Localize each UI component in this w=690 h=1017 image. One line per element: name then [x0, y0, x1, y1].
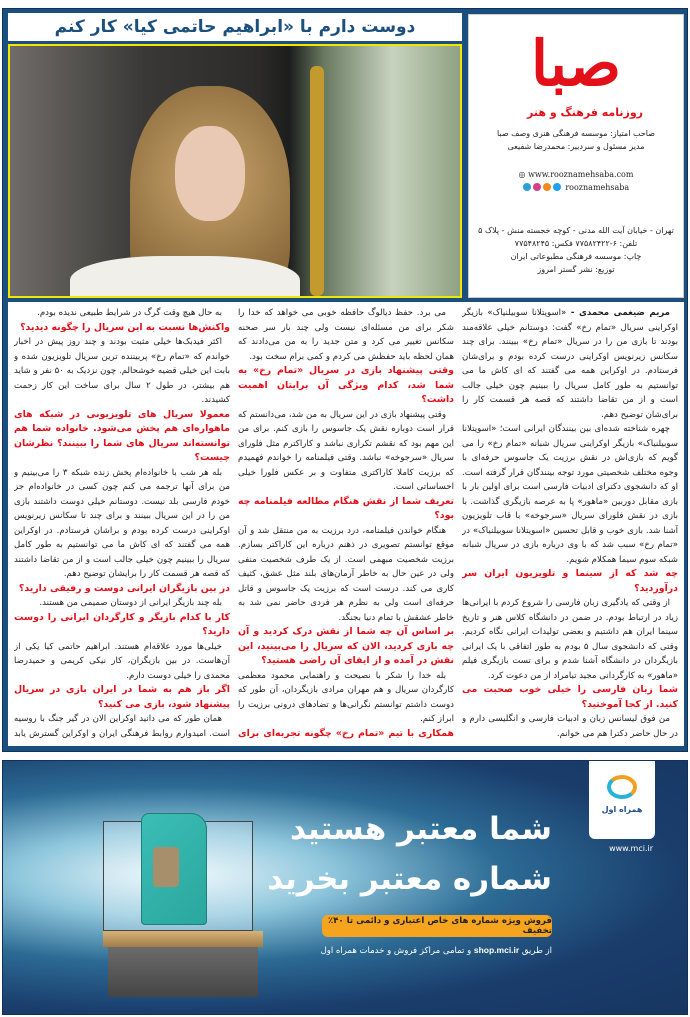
- sub-suffix: و تمامی مراکز فروش و خدمات همراه اول: [320, 946, 472, 956]
- paragraph: [462, 596, 678, 683]
- printer: چاپ: موسسه فرهنگی مطبوعاتی ایران: [510, 251, 642, 261]
- owner: صاحب امتیاز: موسسه فرهنگی هنری وصف صبا: [496, 129, 655, 138]
- paragraph-text: می برد. حفظ دیالوگ حافظه خوبی می خواهد که خدا را شکر برای من مسئله‌ای نیست ولی چند بار سر صحنه سکانس تغییر می کرد و متن جدید را به من می‌دادند که همان لحظه باید حفظش می کردم و کمی برام سخت بود.: [238, 308, 454, 362]
- paragraph-text: بله چند بازیگر ایرانی از دوستان صمیمی من هستند.: [39, 598, 222, 608]
- actress-shirt: [70, 256, 300, 298]
- interview-question: [14, 582, 230, 597]
- phone: تلفن: ۶-۷۷۵۸۲۴۲۲ فکس: ۷۷۵۴۸۲۴۵: [514, 238, 638, 248]
- sim-chip: [153, 847, 179, 887]
- paragraph-text: واکنش‌ها نسبت به این سریال را چگونه دیدید؟: [20, 321, 230, 333]
- ad-subtext: [321, 945, 552, 956]
- article-column-2: [238, 306, 454, 742]
- interview-question: [14, 683, 230, 712]
- interview-question: [238, 727, 454, 743]
- paragraph-text: من فوق لیسانس زبان و ادبیات فارسی و انگلیسی دارم و در حال حاضر دکترا هم می خوانم.: [462, 714, 678, 739]
- paragraph-text: وقتی پیشنهاد بازی در سریال «تمام رخ» به شما شد، کدام ویژگی آن برایتان اهمیت داشت؟: [238, 365, 454, 405]
- editor: مدیر مسئول و سردبیر: محمدرضا شفیعی: [507, 142, 645, 151]
- paragraph-text: به حال هیچ وقت گرگ در شرایط طبیعی ندیده بودم.: [37, 308, 222, 318]
- interview-question: [238, 625, 454, 669]
- article-body: [8, 302, 684, 746]
- newspaper-logo: [491, 27, 661, 119]
- paragraph-text: کار با کدام بازیگر و کارگردان ایرانی را دوست دارید؟: [14, 611, 230, 637]
- ad-headline-2: شماره معتبر بخرید: [267, 861, 552, 897]
- paragraph-text: از وقتی که یادگیری زبان فارسی را شروع کردم با ایرانی‌ها زیاد در ارتباط بودم. در ضمن در دانشگاه کلاس هنر و تاریخ سینما ایران هم داشتیم و بعضی تولیدات ایرانی نگاه کردیم. وقتی که دانشجوی سال ۵ بودم به طور اتفاقی با یک ایرانی بازیگردان در دانشگاه آشنا شدم و برای تست بازیگری فیلم «ماهور» به کارگردانی مجید تبامراد از من دعوت کرد.: [462, 598, 678, 681]
- actress-face: [175, 126, 245, 221]
- paragraph: [238, 306, 454, 364]
- interview-question: [238, 364, 454, 408]
- shop-url[interactable]: shop.mci.ir: [473, 945, 520, 955]
- ad-headline-1: شما معتبر هستید: [289, 811, 552, 847]
- social-handle[interactable]: [469, 182, 683, 192]
- paragraph-text: «اسویتلانا سوبیلنیاک» بازیگر اوکراینی سریال «تمام رخ» گفت: دوستانم خیلی علاقه‌مند بودند تا بازی من را در سریال «تمام رخ» ببینند. برای چند سکانس زیرنویس اوکراینی درست کرده بودم و برای‌شان فرستادم. در اوکراین همه می گفتند که ای کاش ما می توانستیم به طور کامل سریال را ببینیم چون خیلی جالب است و از من تقاضا داشتند که قصه هر قسمت کار را برای‌شان توضیح دهم.: [462, 308, 678, 420]
- distribution: توزیع: نشر گستر امروز: [537, 264, 615, 274]
- paragraph-text: همان طور که می دانید اوکراین الان در گیر جنگ با روسیه است. امیدوارم روابط فرهنگی ایران و اوکراین گسترش یابد: [14, 714, 230, 739]
- paragraph-text: اگر باز هم به شما در ایران بازی در سریال پیشنهاد شود، بازی می کنید؟: [14, 684, 230, 710]
- author-byline: مریم ضیغمی محمدی -: [566, 308, 671, 318]
- paragraph-text: تعریف شما از نقش هنگام مطالعه فیلمنامه چه بود؟: [238, 495, 454, 521]
- headline: دوست دارم با «ابراهیم حاتمی کیا» کار کنم: [54, 17, 416, 37]
- offer-badge: فروش ویژه شماره های خاص اعتباری و دائمی تا ۴۰٪ تخفیف: [322, 915, 552, 937]
- mci-advertisement[interactable]: [2, 760, 688, 1015]
- interview-question: [14, 611, 230, 640]
- brand-name: همراه اول: [601, 805, 643, 814]
- website-link[interactable]: [469, 170, 683, 179]
- logo-tagline: روزنامه فرهنگ و هنر: [527, 106, 643, 119]
- paragraph-text: بر اساس آن چه شما از نقش درک کردید و آن چه بازی کردید، الان که سریال را می‌بینید، این نقش در آمده و از ایفای آن راضی هستید؟: [238, 626, 454, 666]
- sim-card-image: [141, 813, 207, 925]
- instagram-icon: [533, 183, 541, 191]
- interview-question: [462, 683, 678, 712]
- paragraph-text: اکثر فیدبک‌ها خیلی مثبت بودند و چند روز پیش در اخبار خواندم که «تمام رخ» پربیننده ترین سریال تلویزیون شده و بابت این خیلی قضیه خوشحالم. چون نزدیک به ۵۰ نفر و شاید هم بیشتر، در طول ۲ سال برای ساخت این کار زحمت کشیدند.: [14, 337, 230, 405]
- mci-logo-icon: [607, 775, 637, 799]
- interview-question: [238, 495, 454, 524]
- paragraph: [14, 640, 230, 684]
- paragraph: [238, 408, 454, 495]
- mci-url[interactable]: www.mci.ir: [609, 844, 653, 853]
- aparat-icon: [543, 183, 551, 191]
- interview-question: [14, 321, 230, 336]
- paragraph-text: خیلی‌ها مورد علاقه‌ام هستند. ابراهیم حاتمی کیا یکی از آن‌هاست. در بین بازیگران، کار نیکی کریمی و حمیدرضا محمدی را خیلی دوست دارم.: [14, 641, 230, 681]
- paragraph-text: شما زبان فارسی را خیلی خوب صحبت می کنید. از کجا آموختید؟: [462, 684, 678, 710]
- paragraph-text: چهره شناخته شده‌ای بین بینندگان ایرانی است؛ «اسویتلانا سوبیلنیاک» بازیگر اوکراینی سریال شبانه «تمام رخ» را می گویم که بازی‌اش در نقش برزیت یک جاسوس حرفه‌ای با وجوه مختلف شخصیتی مورد توجه بینندگان قرار گرفته است. او که دانشجوی دکترای ادبیات فارسی است برای اولین بار با بازی مقابل دوربین «ماهور» پا به عرصه بازیگری گذاشت. با بازی در نقش فلورای سریال «سرجوخه» با قاب تلویزیون آشنا شد. بازی خوب و قابل تحسین «اسویتلانا سوبیلنیاک» در «تمام رخ» سبب شد که با وی درباره بازی در سریال شبانه شبکه سوم سیما همکلام شویم.: [462, 424, 678, 565]
- interview-question: [14, 408, 230, 466]
- paragraph: [14, 306, 230, 321]
- headline-box: [8, 13, 462, 41]
- paragraph-text: معمولا سریال های تلویزیونی در شبکه های ماهواره‌ای هم پخش می‌شود. خانواده شما هم توانسته‌اند سریال های شما را ببینند؟ نظرشان چیست؟: [14, 408, 230, 463]
- masthead: [468, 14, 684, 298]
- paragraph: [238, 669, 454, 727]
- sim-display-case: [103, 801, 263, 1001]
- paragraph: [462, 712, 678, 741]
- bus-pole: [310, 66, 324, 296]
- paragraph-text: وقتی پیشنهاد بازی در این سریال به من شد، می‌دانستم که قرار است دوباره نقش یک جاسوس را بازی کنم. برای من این مهم بود که نقشم تکراری نباشد و کاراکترم مثل فلورای سریال «سرجوخه» نباشد. وقتی فیلمنامه را خواندم فهمیدم که برزیت کاملا کاراکتری متفاوت و بر عکس فلورا خیلی احساساتی است.: [238, 409, 454, 492]
- paragraph: [462, 422, 678, 567]
- paragraph: [238, 524, 454, 626]
- twitter-icon: [553, 183, 561, 191]
- mci-logo: [589, 761, 655, 839]
- sub-prefix: از طریق: [521, 946, 552, 956]
- telegram-icon: [523, 183, 531, 191]
- paragraph-text: هنگام خواندن فیلمنامه، درد برزیت به من منتقل شد و آن موقع توانستم تصویری در ذهنم درباره این کاراکتر بسازم. برزیت شخصیت مبهمی است. از یک طرف شخصیت منفی ولی در عین حال به خاطر آرمان‌های بلند مثل عشق، کثیف کاری می کند. درست است که برزیت یک جاسوس و قاتل حرفه‌ای است ولی به نظرم هر فردی حاضر نمی شد به خاطر عشقش با تمام دنیا بجنگد.: [238, 525, 454, 623]
- paragraph: [14, 712, 230, 742]
- paragraph-text: در بین بازیگران ایرانی دوست و رفیقی دارید؟: [18, 582, 230, 594]
- paragraph-text: بله خدا را شکر با نصیحت و راهنمایی محمود معظمی کارگردان سریال و هم مهران مرادی بازیگردان، آن طور که دوست داشتم توانستم نگرانی‌ها و تضادهای درونی برزیت را ابراز کنم.: [238, 670, 454, 724]
- interview-question: [462, 567, 678, 596]
- address: تهران - خیابان آیت الله مدنی - کوچه خجسته منش - پلاک ۵: [478, 225, 674, 235]
- article-column-3: [14, 306, 230, 742]
- globe-icon: ◎: [518, 170, 529, 179]
- article-photo: [8, 44, 462, 298]
- paragraph: [14, 466, 230, 582]
- paragraph: [462, 306, 678, 422]
- paragraph-text: همکاری با تیم «تمام رخ» چگونه تجربه‌ای برای: [238, 727, 454, 739]
- article-column-1: [462, 306, 678, 742]
- logo-text: صبا: [530, 27, 622, 100]
- paragraph: [14, 335, 230, 408]
- paragraph-text: بله هر شب با خانواده‌ام پخش زنده شبکه ۳ را می‌بینیم و من برای آنها ترجمه می کنم چون کسی در خانواده‌ام جز خودم فارسی بلد نیست. دوستانم خیلی دوست داشتند بازی من را در این سریال ببینند و برای چند تا سکانس زیرنویس اوکراینی درست کرده بودم و براشان فرستادم. در اوکراین همه می گفتند که ای کاش ما می توانستیم به طور کامل سریال را ببینیم چون خیلی جالب است و از من تقاضا داشتند که قصه هر قسمت کار را برایشان توضیح دهم.: [14, 467, 230, 579]
- social-text: rooznamehsaba: [565, 182, 630, 192]
- paragraph: [14, 596, 230, 611]
- interview-question: [462, 741, 678, 742]
- website-text: www.rooznamehsaba.com: [528, 170, 634, 179]
- paragraph-text: چه شد که از سینما و تلویزیون ایران سر درآوردید؟: [462, 568, 678, 594]
